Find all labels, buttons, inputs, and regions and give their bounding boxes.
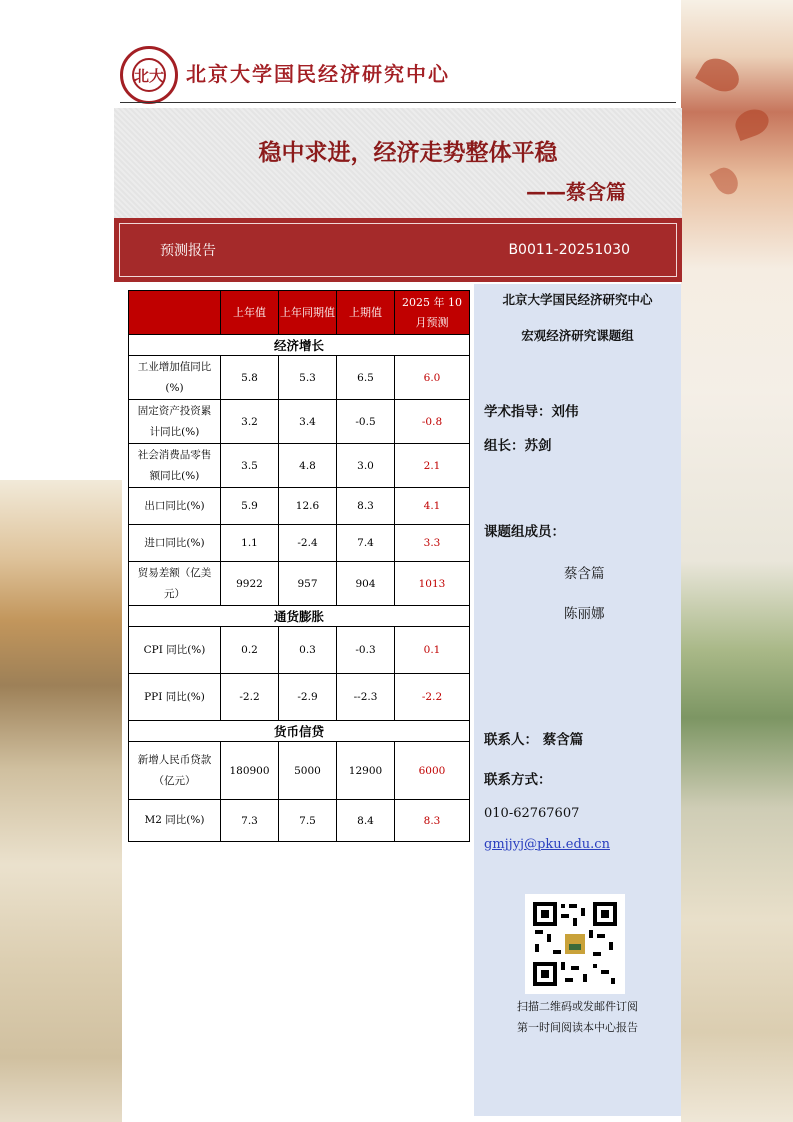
- row-label: 社会消费品零售额同比(%): [129, 444, 221, 488]
- table-row: [129, 674, 470, 721]
- report-author: ——蔡含篇: [526, 180, 626, 204]
- cell-previous: 6.5: [337, 356, 395, 400]
- table-header-row: [129, 291, 470, 335]
- cell-last-year: 9922: [221, 562, 279, 606]
- cell-same-period: 957: [279, 562, 337, 606]
- table-header-cell: 2025 年 10 月预测: [395, 291, 470, 335]
- cell-last-year: 1.1: [221, 525, 279, 562]
- cell-last-year: 3.5: [221, 444, 279, 488]
- qr-caption-1: 扫描二维码或发邮件订阅: [517, 1000, 638, 1013]
- table-header-cell: 上年值: [221, 291, 279, 335]
- header-divider: [120, 102, 676, 103]
- title-band: [114, 108, 682, 218]
- contact-phone: 010-62767607: [484, 806, 580, 821]
- cell-previous: 12900: [337, 742, 395, 800]
- sidebar-org-name: 北京大学国民经济研究中心: [502, 292, 653, 307]
- section-row: [129, 606, 470, 627]
- cell-forecast: 6.0: [395, 356, 470, 400]
- forecast-table: [128, 290, 470, 842]
- row-label: 工业增加值同比(%): [129, 356, 221, 400]
- cell-forecast: 3.3: [395, 525, 470, 562]
- info-sidebar: [474, 284, 681, 1116]
- qr-code[interactable]: [525, 894, 625, 994]
- cell-forecast: 8.3: [395, 800, 470, 842]
- cell-same-period: 5.3: [279, 356, 337, 400]
- cell-forecast: 0.1: [395, 627, 470, 674]
- cell-same-period: 3.4: [279, 400, 337, 444]
- background-photo-left: [0, 480, 122, 1122]
- cell-forecast: 6000: [395, 742, 470, 800]
- table-row: [129, 627, 470, 674]
- table-row: [129, 356, 470, 400]
- cell-forecast: 1013: [395, 562, 470, 606]
- cell-previous: --2.3: [337, 674, 395, 721]
- cell-same-period: -2.9: [279, 674, 337, 721]
- cell-previous: -0.3: [337, 627, 395, 674]
- report-banner: [114, 218, 682, 282]
- cell-previous: -0.5: [337, 400, 395, 444]
- sidebar-group-name: 宏观经济研究课题组: [521, 328, 634, 343]
- banner-inner: [119, 223, 677, 277]
- table-row: [129, 800, 470, 842]
- row-label: 贸易差额（亿美元）: [129, 562, 221, 606]
- cell-last-year: 5.8: [221, 356, 279, 400]
- table-row: [129, 400, 470, 444]
- cell-same-period: 12.6: [279, 488, 337, 525]
- institution-name: 北京大学国民经济研究中心: [186, 62, 450, 86]
- table-row: [129, 488, 470, 525]
- table-header-cell: 上年同期值: [279, 291, 337, 335]
- cell-forecast: 2.1: [395, 444, 470, 488]
- section-title: 通货膨胀: [129, 606, 470, 627]
- cell-previous: 3.0: [337, 444, 395, 488]
- report-id: B0011-20251030: [508, 242, 630, 258]
- report-type: 预测报告: [160, 243, 216, 259]
- cell-last-year: 0.2: [221, 627, 279, 674]
- seal-icon: 北大: [132, 58, 166, 92]
- row-label: CPI 同比(%): [129, 627, 221, 674]
- table-row: [129, 742, 470, 800]
- cell-previous: 8.3: [337, 488, 395, 525]
- member-name: 陈丽娜: [564, 606, 605, 622]
- cell-same-period: -2.4: [279, 525, 337, 562]
- section-title: 经济增长: [129, 335, 470, 356]
- section-row: [129, 721, 470, 742]
- background-photo-right: [681, 0, 793, 1122]
- cell-previous: 904: [337, 562, 395, 606]
- row-label: PPI 同比(%): [129, 674, 221, 721]
- report-title: 稳中求进，经济走势整体平稳: [258, 140, 558, 166]
- table-corner-cell: [129, 291, 221, 335]
- members-label: 课题组成员：: [484, 524, 565, 540]
- table-header-cell: 上期值: [337, 291, 395, 335]
- cell-last-year: 7.3: [221, 800, 279, 842]
- row-label: 出口同比(%): [129, 488, 221, 525]
- cell-previous: 8.4: [337, 800, 395, 842]
- group-leader: 组长：苏剑: [484, 438, 552, 454]
- cell-last-year: -2.2: [221, 674, 279, 721]
- row-label: 新增人民币贷款（亿元）: [129, 742, 221, 800]
- contact-email-link[interactable]: gmjjyj@pku.edu.cn: [484, 837, 610, 852]
- contact-person: 联系人： 蔡含篇: [484, 732, 584, 748]
- row-label: M2 同比(%): [129, 800, 221, 842]
- member-name: 蔡含篇: [564, 566, 605, 582]
- cell-last-year: 180900: [221, 742, 279, 800]
- table-row: [129, 562, 470, 606]
- cell-last-year: 3.2: [221, 400, 279, 444]
- cell-same-period: 5000: [279, 742, 337, 800]
- section-title: 货币信贷: [129, 721, 470, 742]
- academic-advisor: 学术指导：刘伟: [484, 404, 579, 420]
- cell-forecast: 4.1: [395, 488, 470, 525]
- cell-previous: 7.4: [337, 525, 395, 562]
- pku-logo-seal: [120, 46, 178, 104]
- cell-same-period: 7.5: [279, 800, 337, 842]
- table-row: [129, 525, 470, 562]
- cell-same-period: 0.3: [279, 627, 337, 674]
- section-row: [129, 335, 470, 356]
- table-row: [129, 444, 470, 488]
- row-label: 固定资产投资累计同比(%): [129, 400, 221, 444]
- cell-forecast: -0.8: [395, 400, 470, 444]
- row-label: 进口同比(%): [129, 525, 221, 562]
- cell-last-year: 5.9: [221, 488, 279, 525]
- cell-same-period: 4.8: [279, 444, 337, 488]
- qr-code-icon: [531, 900, 619, 988]
- qr-caption-2: 第一时间阅读本中心报告: [517, 1021, 638, 1034]
- cell-forecast: -2.2: [395, 674, 470, 721]
- contact-method-label: 联系方式：: [484, 772, 552, 788]
